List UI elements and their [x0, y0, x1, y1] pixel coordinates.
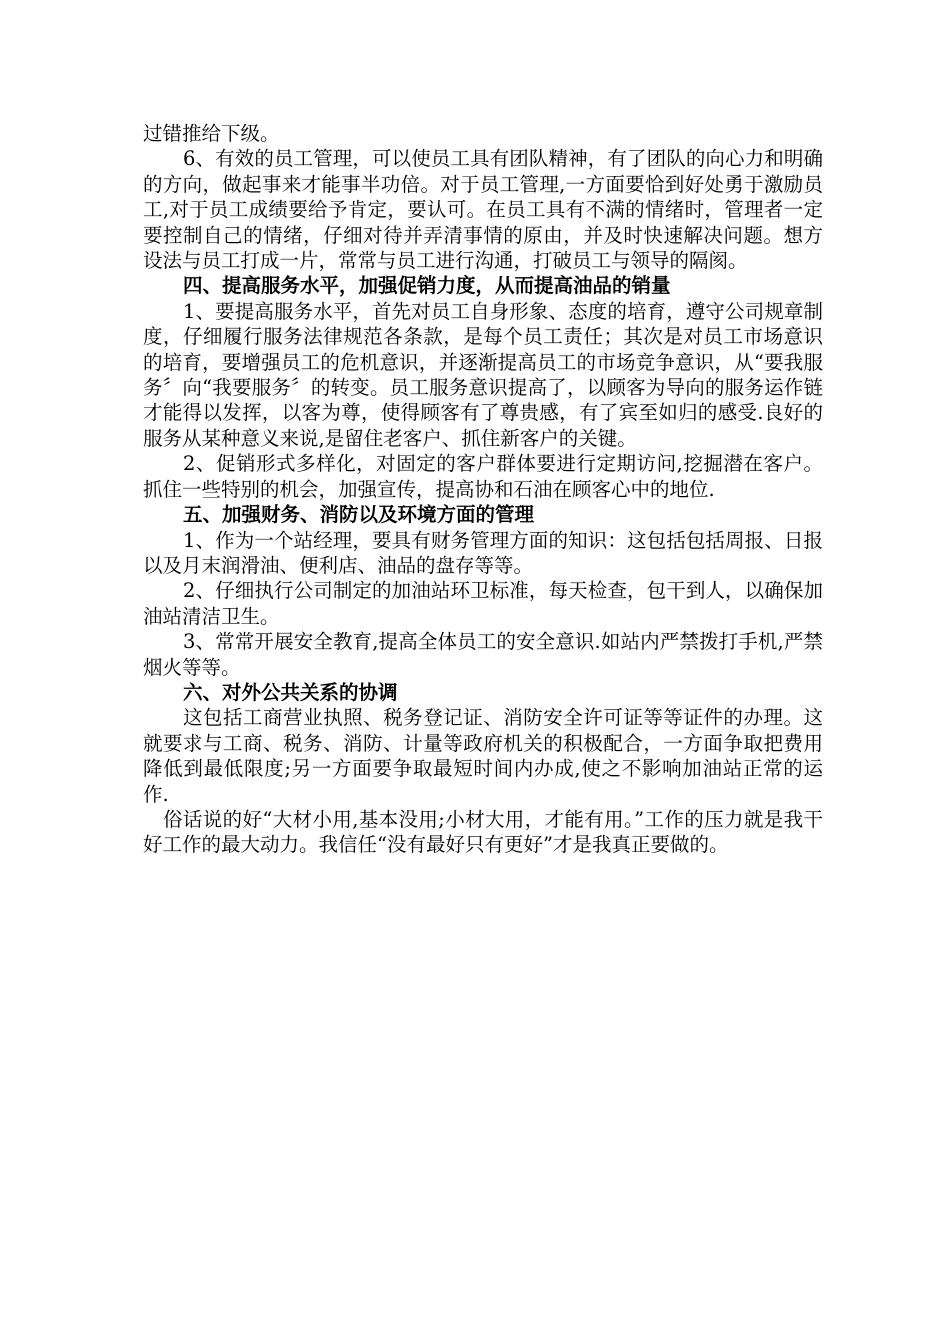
- paragraph-promotion: 2、促销形式多样化，对固定的客户群体要进行定期访问,挖掘潜在客户。抓住一些特别的机会，加强宣传，提高协和石油在顾客心中的地位.: [143, 452, 823, 501]
- paragraph-employee-management: 6、有效的员工管理，可以使员工具有团队精神，有了团队的向心力和明确的方向，做起事来才能事半功倍。对于员工管理,一方面要恰到好处勇于激励员工,对于员工成绩要给予肯定，要认可。在员工具有不满的情绪时，管理者一定要控制自己的情绪，仔细对待并弄清事情的原由，并及时快速解决问题。想方设法与员工打成一片，常常与员工进行沟通，打破员工与领导的隔阂。: [143, 147, 823, 273]
- section-heading-4: 四、提高服务水平，加强促销力度，从而提高油品的销量: [183, 274, 671, 298]
- paragraph-finance: 1、作为一个站经理，要具有财务管理方面的知识：这包括包括周报、日报以及月末润滑油、便利店、油品的盘存等等。: [143, 528, 823, 577]
- paragraph-sanitation: 2、仔细执行公司制定的加油站环卫标准，每天检查，包干到人，以确保加油站清洁卫生。: [143, 579, 823, 628]
- paragraph-safety: 3、常常开展安全教育,提高全体员工的安全意识.如站内严禁拨打手机,严禁烟火等等。: [143, 630, 823, 679]
- paragraph-closing: 俗话说的好“大材小用,基本没用;小材大用，才能有用。”工作的压力就是我干好工作的最大动力。我信任“没有最好只有更好”才是我真正要做的。: [143, 807, 823, 857]
- paragraph-continuation: 过错推给下级。: [143, 122, 280, 145]
- document-body: [143, 121, 823, 858]
- section-heading-5: 五、加强财务、消防以及环境方面的管理: [183, 503, 535, 527]
- section-heading-6: 六、对外公共关系的协调: [183, 680, 398, 704]
- paragraph-public-relations: 这包括工商营业执照、税务登记证、消防安全许可证等等证件的办理。这就要求与工商、税务、消防、计量等政府机关的积极配合，一方面争取把费用降低到最低限度;另一方面要争取最短时间内办成,使之不影响加油站正常的运作.: [143, 706, 823, 806]
- paragraph-service-level: 1、要提高服务水平，首先对员工自身形象、态度的培育，遵守公司规章制度，仔细履行服务法律规范各条款，是每个员工责任；其次是对员工市场意识的培育，要增强员工的危机意识，并逐渐提高员工的市场竞争意识，从“要我服务〞向“我要服务〞的转变。员工服务意识提高了，以顾客为导向的服务运作链才能得以发挥，以客为尊，使得顾客有了尊贵感，有了宾至如归的感受.良好的服务从某种意义来说,是留住老客户、抓住新客户的关键。: [143, 299, 823, 450]
